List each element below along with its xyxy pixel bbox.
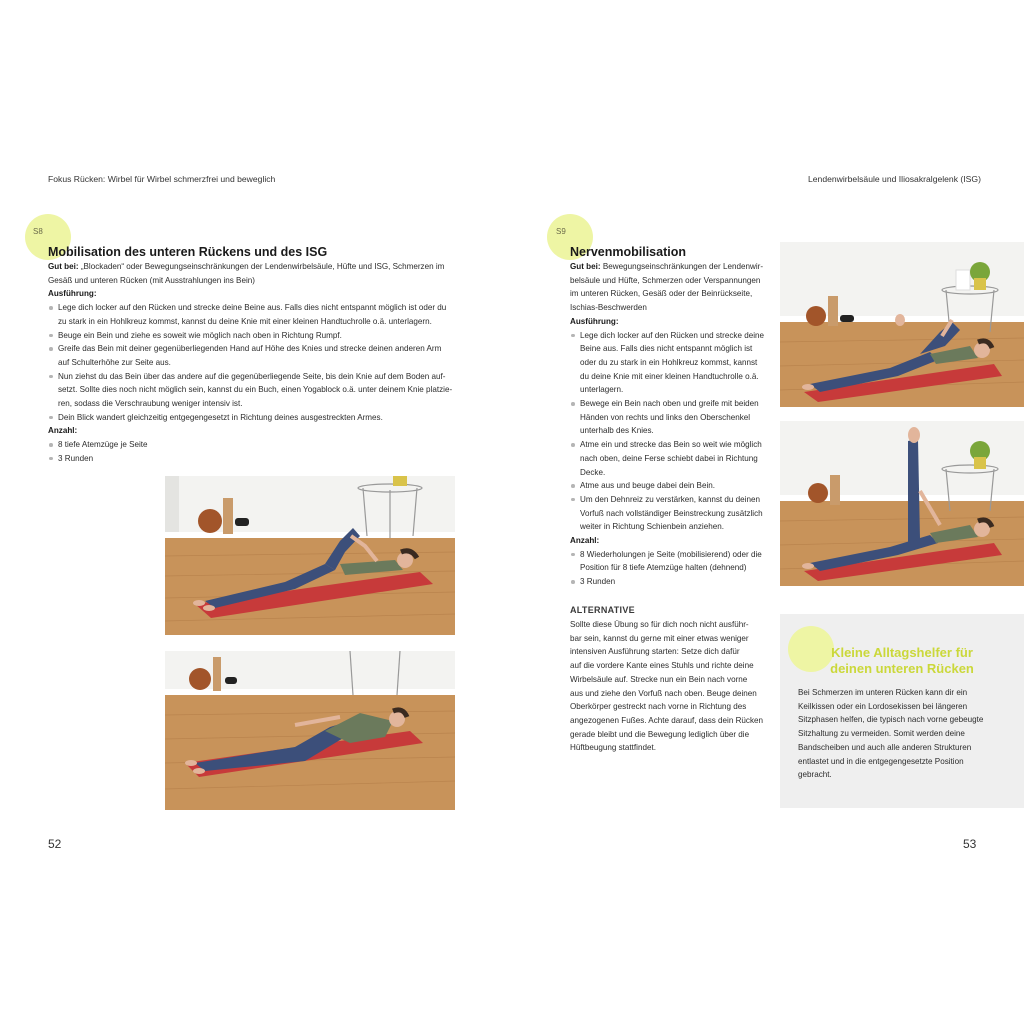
gut-bei-text: Gesäß und unteren Rücken (mit Ausstrahlungen ins Bein) (48, 275, 255, 285)
step-item: Dein Blick wandert gleichzeitig entgegengesetzt in Richtung deines ausgestreckten Armes. (48, 411, 468, 425)
left-running-header: Fokus Rücken: Wirbel für Wirbel schmerzfrei und beweglich (48, 174, 276, 184)
alternative-line: aus und ziehe den Vorfuß nach oben. Beuge deinen (570, 688, 757, 698)
exercise-photo-s8-knee-pull (165, 476, 455, 635)
step-item-cont: auf Schulterhöhe zur Seite aus. (58, 357, 171, 367)
info-box-body (798, 686, 1018, 782)
step-item: Bewege ein Bein nach oben und greife mit beiden (570, 397, 770, 411)
exercise-code-s9: S9 (556, 227, 566, 236)
exercise-photo-s8-rotation (165, 651, 455, 810)
exercise-body-s9 (570, 260, 770, 589)
alternative-line: auf die vordere Kante eines Stuhls und richte deine (570, 661, 754, 671)
step-item: Um den Dehnreiz zu verstärken, kannst du deinen (570, 493, 770, 507)
alternative-heading: ALTERNATIVE (570, 605, 635, 615)
gut-bei-text: im unteren Rücken, Gesäß oder der Beinrückseite, (570, 289, 753, 299)
anzahl-item: 8 Wiederholungen je Seite (mobilisierend) oder die (570, 548, 770, 562)
alternative-body (570, 618, 770, 755)
anzahl-item: 3 Runden (570, 575, 770, 589)
gut-bei-text: belsäule und Hüfte, Schmerzen oder Verspannungen (570, 275, 761, 285)
step-item: Lege dich locker auf den Rücken und strecke deine Beine aus. Falls dies nicht entspannt möglich ist oder du (48, 301, 468, 315)
info-box-line: Bandscheiben und auch alle anderen Strukturen (798, 742, 972, 752)
anzahl-item-cont: Position für 8 tiefe Atemzüge halten (dehnend) (580, 563, 747, 573)
info-box-title-line: deinen unteren Rücken (830, 661, 974, 676)
step-item: Greife das Bein mit deiner gegenüberliegenden Hand auf Höhe des Knies und strecke deinen anderen Arm (48, 342, 468, 356)
step-item-cont: ren, sodass die Verschraubung weniger intensiv ist. (58, 399, 243, 409)
gut-bei-label: Gut bei: (48, 262, 79, 271)
step-item: Atme ein und strecke das Bein so weit wie möglich (570, 438, 770, 452)
step-item: Atme aus und beuge dabei dein Bein. (570, 479, 770, 493)
info-box-line: entlastet und in die entgegengesetzte Position (798, 756, 964, 766)
gut-bei-label: Gut bei: (570, 262, 601, 271)
alternative-line: bar sein, kannst du gerne mit einer etwas weniger (570, 633, 749, 643)
exercise-title-s9: Nervenmobilisation (570, 245, 686, 259)
gut-bei-line (48, 260, 468, 274)
anzahl-label: Anzahl: (570, 536, 600, 546)
gut-bei-text: Ischias-Beschwerden (570, 303, 647, 313)
step-item-cont: zu stark in ein Hohlkreuz kommst, kannst du deine Knie mit einer kleinen Handtuchrolle o.ä. unterlagern. (58, 316, 432, 326)
step-item-cont: oder du zu stark in ein Hohlkreuz kommst, kannst (580, 357, 758, 367)
exercise-code-s8: S8 (33, 227, 43, 236)
step-item: Lege dich locker auf den Rücken und strecke deine (570, 329, 770, 343)
step-item-cont: du deine Knie mit einer kleinen Handtuchrolle o.ä. (580, 371, 759, 381)
exercise-title-s8: Mobilisation des unteren Rückens und des ISG (48, 245, 328, 259)
left-page-number: 52 (48, 837, 62, 851)
step-item-cont: unterhalb des Knies. (580, 426, 654, 436)
info-box-line: Sitzhaltung zu vermeiden. Somit werden deine (798, 729, 965, 739)
step-item-cont: unterlagern. (580, 385, 624, 395)
ausfuehrung-label: Ausführung: (570, 316, 619, 326)
info-box-line: gebracht. (798, 770, 832, 780)
step-item: Beuge ein Bein und ziehe es soweit wie möglich nach oben in Richtung Rumpf. (48, 329, 468, 343)
step-item: Nun ziehst du das Bein über das andere auf die gegenüberliegende Seite, bis dein Knie auf dem Boden auf- (48, 370, 468, 384)
step-item-cont: Händen von rechts und links den Oberschenkel (580, 412, 751, 422)
exercise-photo-s9-leg-raise (780, 421, 1024, 586)
alternative-line: Wirbelsäule auf. Strecke nun ein Bein nach vorne (570, 674, 748, 684)
alternative-line: gerade bleibt und die Bewegung lediglich über die (570, 729, 750, 739)
info-box-title (780, 645, 1024, 677)
exercise-body-s8 (48, 260, 468, 466)
alternative-line: Oberkörper gestreckt nach vorne in Richtung des (570, 702, 747, 712)
step-item-cont: Beine aus. Falls dies nicht entspannt möglich ist (580, 344, 753, 354)
info-box-line: Keilkissen oder ein Lordosekissen bei längeren (798, 701, 968, 711)
ausfuehrung-label: Ausführung: (48, 289, 97, 299)
gut-bei-line (570, 260, 770, 274)
gut-bei-text: Bewegungseinschränkungen der Lendenwir- (600, 262, 764, 271)
info-box-everyday-helpers (780, 614, 1024, 808)
alternative-line: Hüftbeugung stattfindet. (570, 743, 656, 753)
anzahl-label: Anzahl: (48, 426, 78, 436)
info-box-title-line: Kleine Alltagshelfer für (831, 645, 973, 660)
alternative-line: Sollte diese Übung so für dich noch nicht ausführ- (570, 620, 749, 629)
anzahl-item: 8 tiefe Atemzüge je Seite (48, 438, 468, 452)
step-item-cont: setzt. Sollte dies noch nicht möglich sein, kannst du ein Buch, einen Yogablock o.ä. unter deinem Knie platzie- (58, 385, 453, 395)
step-item-cont: Vorfuß nach vollständiger Beinstreckung zusätzlich (580, 508, 763, 518)
anzahl-item: 3 Runden (48, 452, 468, 466)
step-item-cont: weiter in Richtung Schienbein anziehen. (580, 522, 724, 532)
info-box-line: Sitzphasen helfen, die typisch nach vorne gebeugte (798, 715, 984, 725)
alternative-line: intensiven Ausführung starten: Setze dich dafür (570, 647, 740, 657)
alternative-line: angezogenen Fußes. Achte darauf, dass dein Rücken (570, 715, 764, 725)
gut-bei-text: „Blockaden“ oder Bewegungseinschränkungen der Lendenwirbelsäule, Hüfte und ISG, Schmerzen im (78, 262, 445, 271)
step-item-cont: nach oben, deine Ferse schiebt dabei in Richtung (580, 453, 758, 463)
right-page-number: 53 (963, 837, 977, 851)
exercise-photo-s9-knee-hold (780, 242, 1024, 407)
info-box-line: Bei Schmerzen im unteren Rücken kann dir ein (798, 688, 968, 697)
right-running-header: Lendenwirbelsäule und Iliosakralgelenk (ISG) (808, 174, 981, 184)
step-item-cont: Decke. (580, 467, 606, 477)
